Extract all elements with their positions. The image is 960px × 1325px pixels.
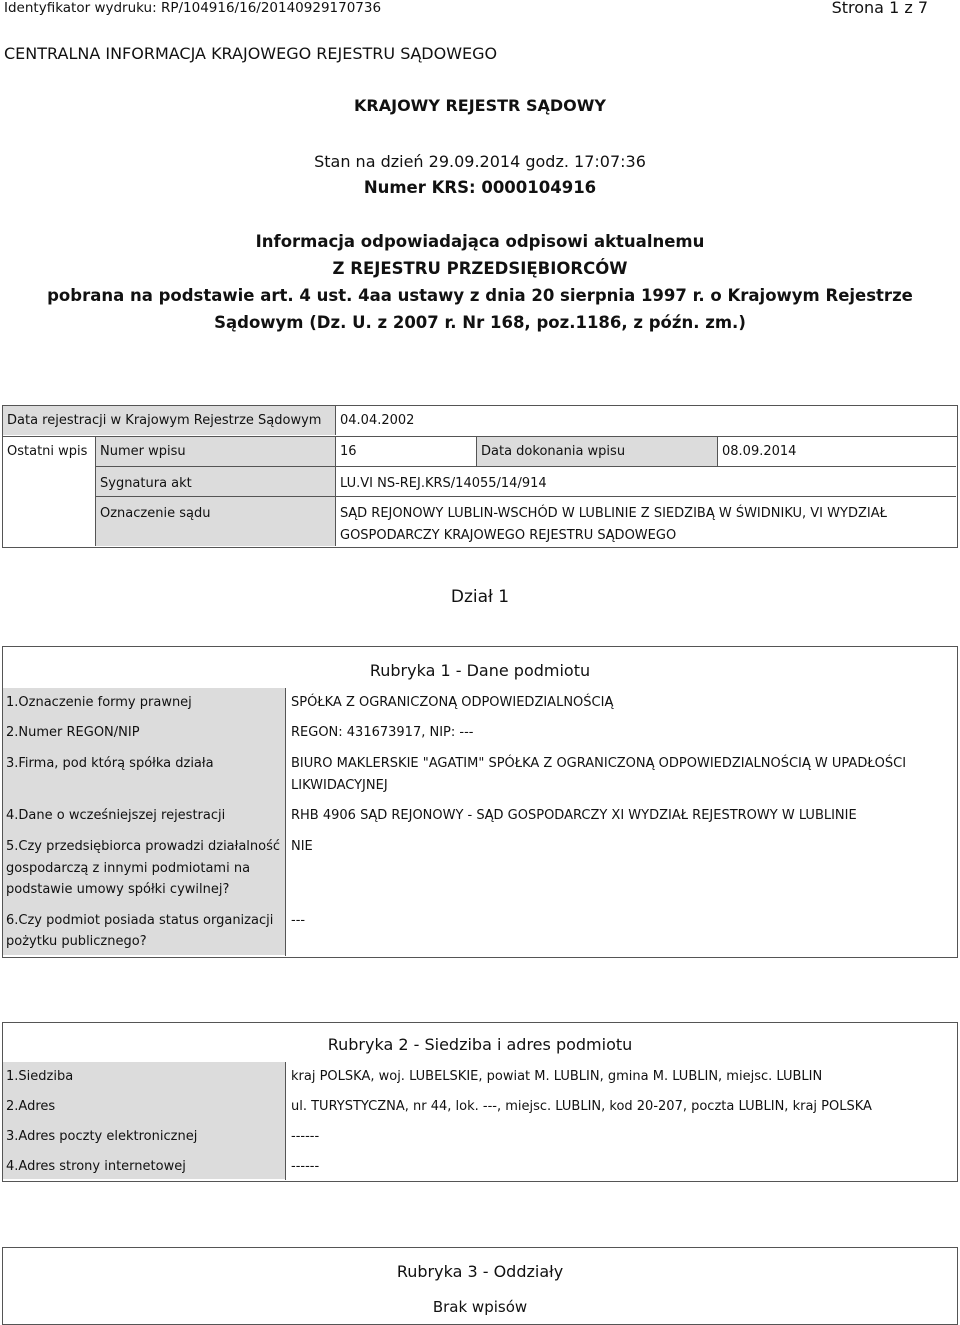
r1-row-5-label-line-1: 5.Czy przedsiębiorca prowadzi działalność <box>6 839 281 854</box>
r1-row-6-value: --- <box>291 913 306 928</box>
registration-date-value: 04.04.2002 <box>340 413 415 428</box>
r1-row-3-label: 3.Firma, pod którą spółka działa <box>6 756 214 771</box>
r1-row-3-value-line-2: LIKWIDACYJNEJ <box>291 778 388 793</box>
entry-number-label: Numer wpisu <box>100 444 186 459</box>
status-date: Stan na dzień 29.09.2014 godz. 17:07:36 <box>314 152 646 171</box>
page-title: KRAJOWY REJESTR SĄDOWY <box>354 96 606 115</box>
legal-basis-line-1: pobrana na podstawie art. 4 ust. 4aa ustawy z dnia 20 sierpnia 1997 r. o Krajowym Rejestrze <box>47 286 913 305</box>
r1-row-1-label: 1.Oznaczenie formy prawnej <box>6 695 192 710</box>
krs-number: Numer KRS: 0000104916 <box>363 178 597 197</box>
r1-row-6-label-line-2: pożytku publicznego? <box>6 934 147 949</box>
print-identifier: Identyfikator wydruku: RP/104916/16/20140929170736 <box>4 0 382 16</box>
rubryka-1-title: Rubryka 1 - Dane podmiotu <box>369 661 591 680</box>
r1-row-4-value: RHB 4906 SĄD REJONOWY - SĄD GOSPODARCZY XI WYDZIAŁ REJESTROWY W LUBLINIE <box>291 808 857 823</box>
entry-number-value: 16 <box>340 444 357 459</box>
info-line-2: Z REJESTRU PRZEDSIĘBIORCÓW <box>332 259 628 278</box>
organization-name: CENTRALNA INFORMACJA KRAJOWEGO REJESTRU SĄDOWEGO <box>4 44 498 63</box>
r2-row-3-label: 3.Adres poczty elektronicznej <box>6 1129 198 1144</box>
r2-row-3-value: ------ <box>291 1129 320 1144</box>
r2-row-4-label: 4.Adres strony internetowej <box>6 1159 186 1174</box>
registration-date-label: Data rejestracji w Krajowym Rejestrze Sądowym <box>7 413 322 428</box>
r1-row-5-label-line-2: gospodarczą z innymi podmiotami na <box>6 861 251 876</box>
r1-row-1-value: SPÓŁKA Z OGRANICZONĄ ODPOWIEDZIALNOŚCIĄ <box>291 695 614 710</box>
case-signature-value: LU.VI NS-REJ.KRS/14055/14/914 <box>340 476 547 491</box>
r1-row-3-value-line-1: BIURO MAKLERSKIE "AGATIM" SPÓŁKA Z OGRANICZONĄ ODPOWIEDZIALNOŚCIĄ W UPADŁOŚCI <box>291 756 907 771</box>
case-signature-label: Sygnatura akt <box>100 476 192 491</box>
r1-row-5-label-line-3: podstawie umowy spółki cywilnej? <box>6 882 230 897</box>
page-number: Strona 1 z 7 <box>831 0 928 17</box>
r1-row-2-label: 2.Numer REGON/NIP <box>6 725 140 740</box>
court-value-line-1: SĄD REJONOWY LUBLIN-WSCHÓD W LUBLINIE Z SIEDZIBĄ W ŚWIDNIKU, VI WYDZIAŁ <box>340 506 887 521</box>
rubryka-2-title: Rubryka 2 - Siedziba i adres podmiotu <box>327 1035 633 1054</box>
entry-date-value: 08.09.2014 <box>722 444 797 459</box>
court-value-line-2: GOSPODARCZY KRAJOWEGO REJESTRU SĄDOWEGO <box>340 528 677 543</box>
section-title: Dział 1 <box>450 587 510 607</box>
r1-row-2-value: REGON: 431673917, NIP: --- <box>291 725 474 740</box>
rubryka-3-box <box>2 1247 958 1325</box>
r2-row-1-label: 1.Siedziba <box>6 1069 74 1084</box>
r2-row-2-label: 2.Adres <box>6 1099 56 1114</box>
r1-row-4-label: 4.Dane o wcześniejszej rejestracji <box>6 808 226 823</box>
r1-row-6-label-line-1: 6.Czy podmiot posiada status organizacji <box>6 913 274 928</box>
rubryka-3-title: Rubryka 3 - Oddziały <box>396 1262 564 1281</box>
r2-row-1-value: kraj POLSKA, woj. LUBELSKIE, powiat M. LUBLIN, gmina M. LUBLIN, miejsc. LUBLIN <box>291 1069 823 1084</box>
entry-date-label: Data dokonania wpisu <box>481 444 626 459</box>
legal-basis-line-2: Sądowym (Dz. U. z 2007 r. Nr 168, poz.1186, z późn. zm.) <box>214 313 746 332</box>
rubryka-3-empty: Brak wpisów <box>432 1298 528 1316</box>
r2-row-2-value: ul. TURYSTYCZNA, nr 44, lok. ---, miejsc. LUBLIN, kod 20-207, poczta LUBLIN, kraj POLSKA <box>291 1099 872 1114</box>
court-label: Oznaczenie sądu <box>100 506 211 521</box>
last-entry-label: Ostatni wpis <box>7 444 88 459</box>
info-line-1: Informacja odpowiadająca odpisowi aktualnemu <box>255 232 705 251</box>
r1-row-5-value: NIE <box>291 839 313 854</box>
r2-row-4-value: ------ <box>291 1159 320 1174</box>
